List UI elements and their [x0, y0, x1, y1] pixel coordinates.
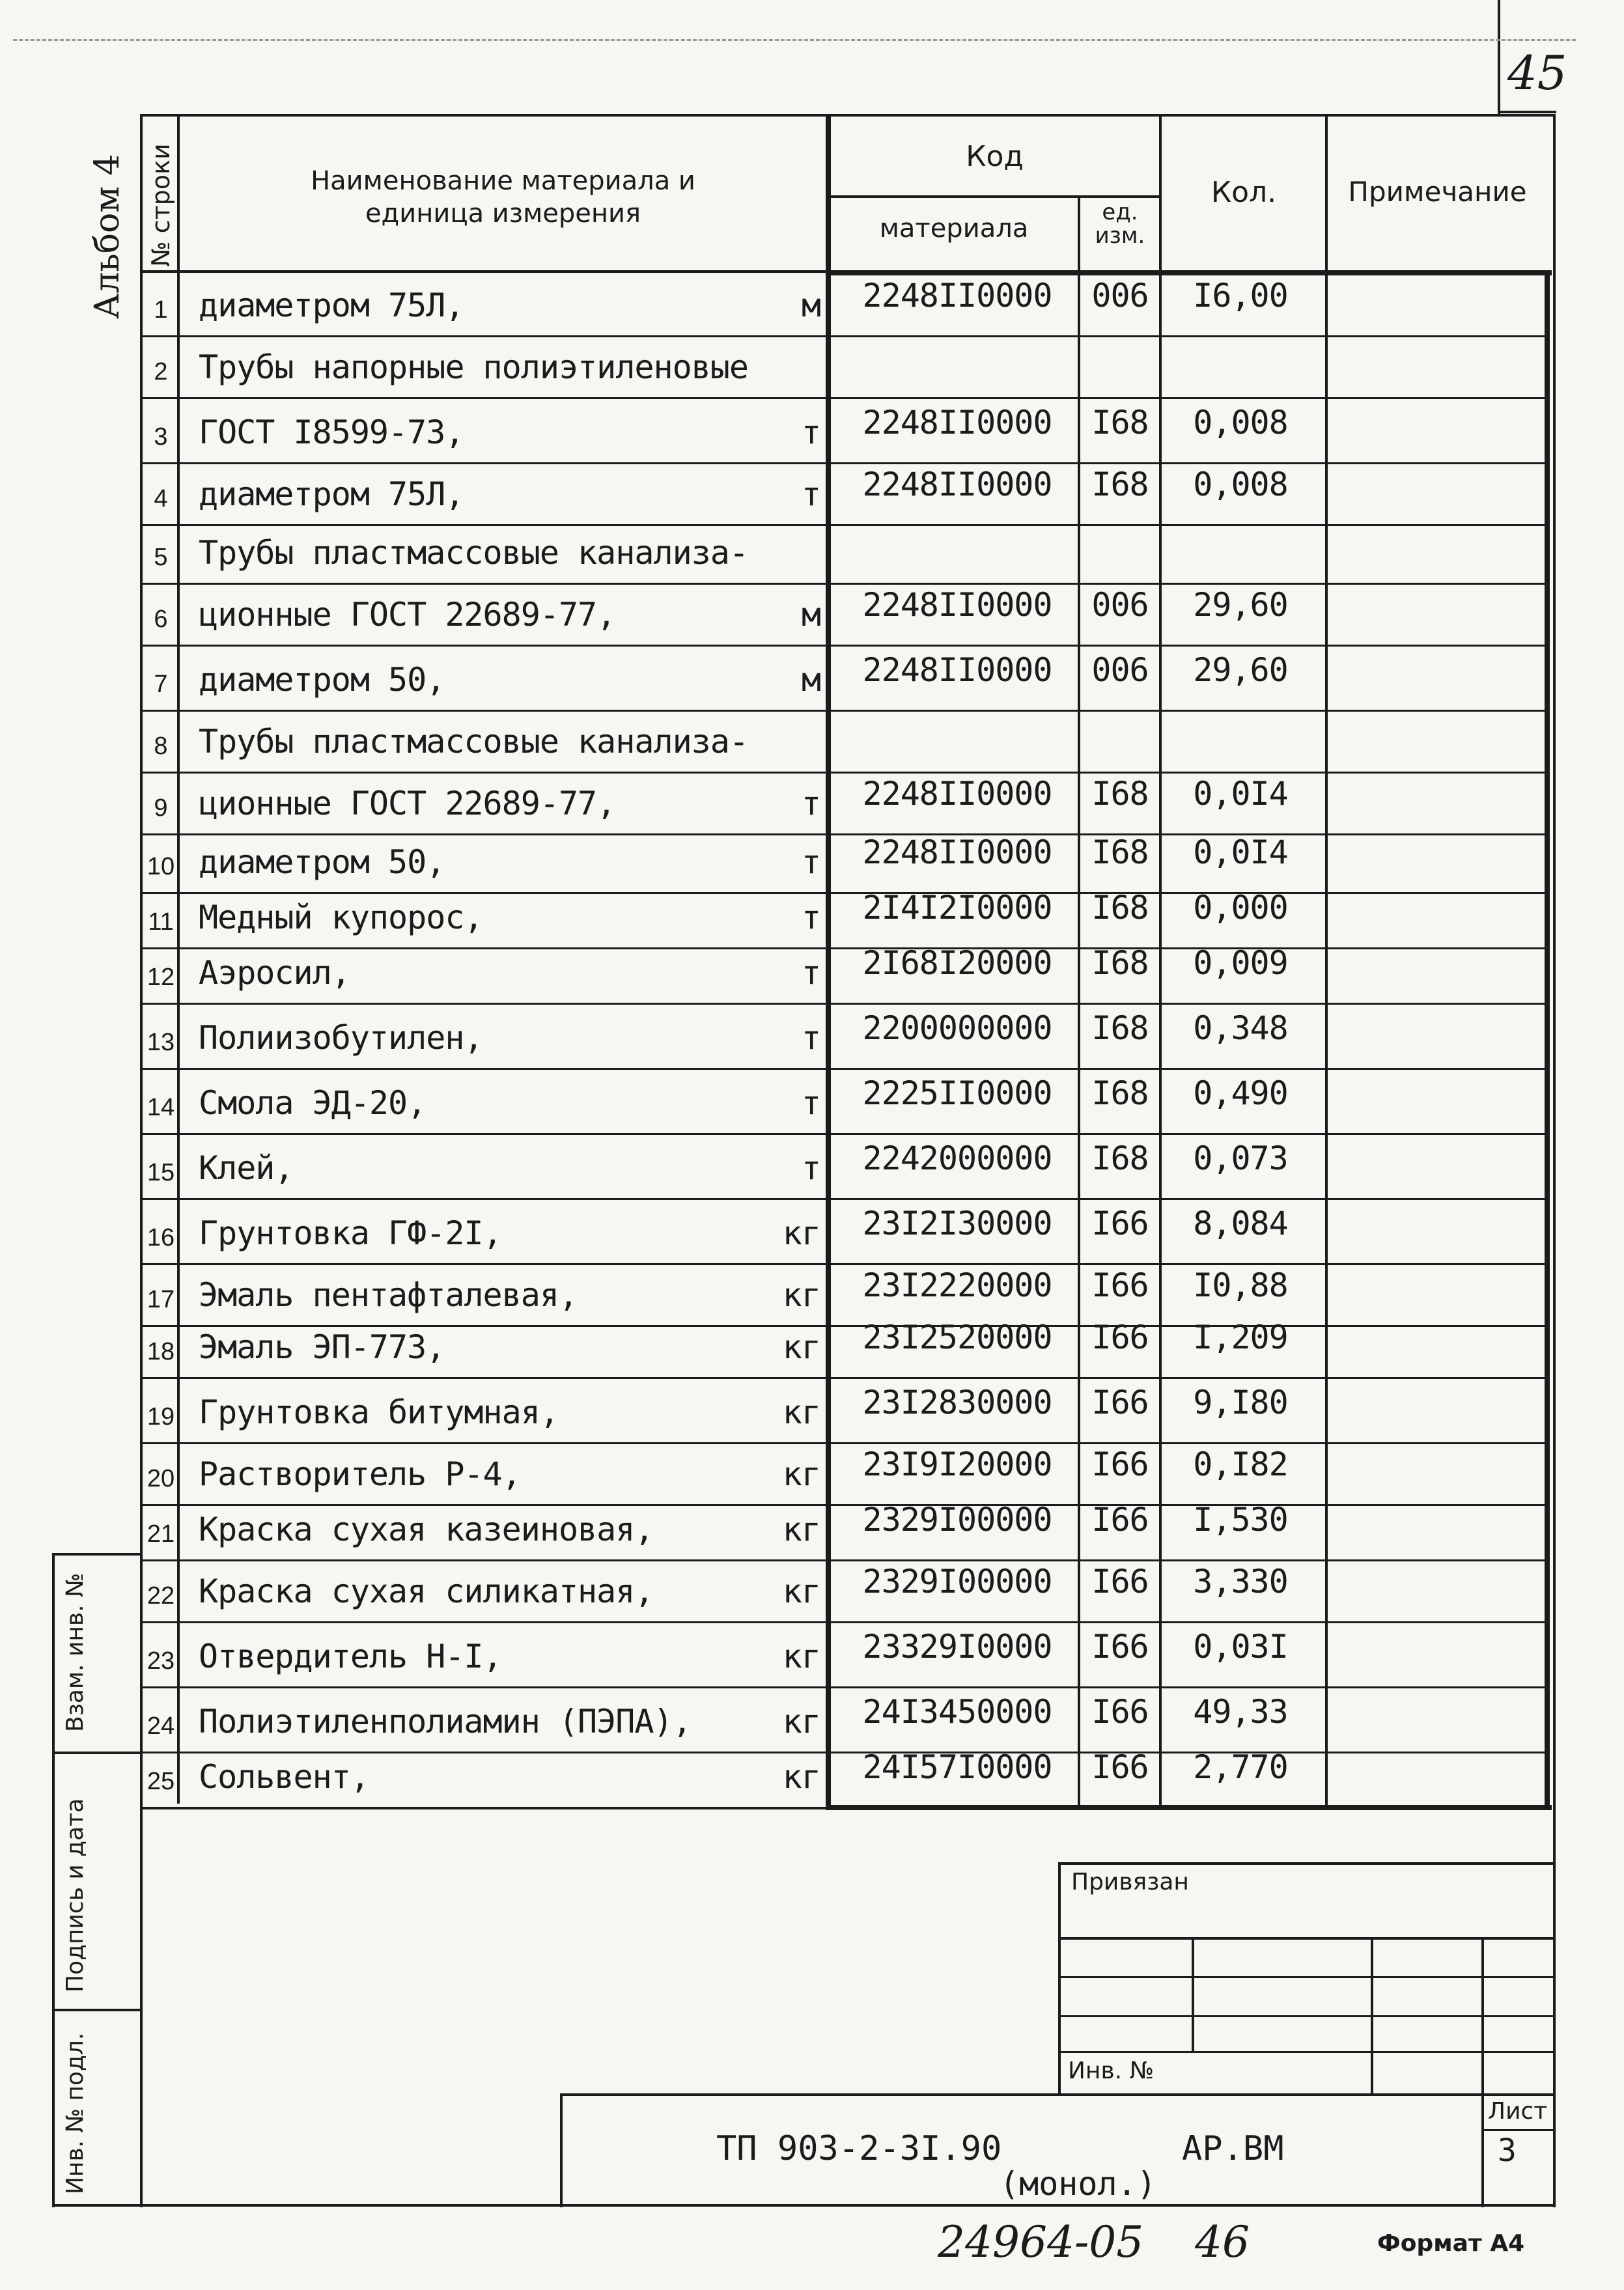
row-code: 2329I00000	[862, 1501, 1052, 1539]
page-number-box-bottom	[1498, 111, 1556, 113]
row-qty: 0,0I4	[1193, 833, 1288, 871]
row-qty: 0,I82	[1193, 1445, 1288, 1483]
privyazan-col2	[1371, 1937, 1373, 2093]
row-qty: I,209	[1193, 1319, 1288, 1356]
row-unit: кг	[782, 1214, 820, 1252]
row-number: 24	[147, 1712, 175, 1740]
row-number: 21	[147, 1520, 175, 1548]
row-code: 23I2I30000	[862, 1205, 1052, 1242]
row-code: 2248II0000	[862, 404, 1052, 441]
row-number: 3	[154, 423, 168, 451]
row-name: Трубы пластмассовые канализа-	[199, 534, 748, 572]
row-name: Отвердитель Н-I,	[199, 1638, 502, 1675]
row-unit: кг	[782, 1511, 820, 1548]
row-code: 2225II0000	[862, 1074, 1052, 1112]
row-name: Грунтовка битумная,	[199, 1393, 559, 1431]
header-code-material: материала	[879, 214, 1029, 244]
row-separator	[140, 1068, 1547, 1070]
doc-code: ТП 903-2-3I.90	[716, 2129, 1002, 2168]
row-ued: I68	[1091, 889, 1149, 927]
doc-suffix: АР.ВМ	[1182, 2129, 1284, 2168]
row-name: ционные ГОСТ 22689-77,	[199, 785, 616, 822]
row-number: 16	[147, 1224, 175, 1251]
archive-number: 24964-05	[938, 2217, 1144, 2267]
row-qty: I,530	[1193, 1501, 1288, 1539]
row-code: 2329I00000	[862, 1563, 1052, 1600]
row-unit: кг	[782, 1455, 820, 1493]
row-ued: I68	[1091, 944, 1149, 982]
privyazan-line1	[1058, 1937, 1553, 1940]
frame-left	[140, 114, 143, 2207]
row-number: 18	[147, 1338, 175, 1365]
row-qty: I0,88	[1193, 1266, 1288, 1304]
sheet-number: 3	[1498, 2132, 1517, 2169]
row-code: 2I4I2I0000	[862, 889, 1052, 927]
row-ued: I68	[1091, 1009, 1149, 1047]
row-ued: I68	[1091, 775, 1149, 813]
header-qty: Кол.	[1211, 176, 1277, 209]
row-qty: 29,60	[1193, 586, 1288, 624]
side-vzam-inv: Взам. инв. №	[62, 1572, 89, 1732]
col-rownum-line	[177, 114, 180, 1804]
row-number: 15	[147, 1159, 175, 1186]
privyazan-line2	[1058, 1976, 1553, 1978]
row-unit: кг	[782, 1393, 820, 1431]
row-code: 24I57I0000	[862, 1748, 1052, 1786]
row-qty: 0,490	[1193, 1074, 1288, 1112]
row-unit: т	[801, 843, 820, 881]
row-qty: 0,008	[1193, 404, 1288, 441]
doc-monol: (монол.)	[1000, 2165, 1156, 2203]
row-qty: 2,770	[1193, 1748, 1288, 1786]
privyazan-top	[1058, 1862, 1553, 1865]
side-stamp-div2	[52, 2009, 140, 2011]
row-name: Краска сухая силикатная,	[199, 1572, 654, 1610]
header-code: Код	[966, 140, 1024, 173]
row-qty: 0,008	[1193, 466, 1288, 503]
row-qty: 9,I80	[1193, 1384, 1288, 1421]
row-separator	[140, 1686, 1547, 1688]
side-stamp-left	[52, 1553, 55, 2207]
row-separator	[140, 1133, 1547, 1135]
row-separator	[140, 1559, 1547, 1561]
row-code: 2248II0000	[862, 833, 1052, 871]
header-name-line1: Наименование материала и	[311, 166, 695, 196]
row-unit: т	[801, 899, 820, 936]
frame-top	[140, 114, 1556, 117]
row-ued: I68	[1091, 1074, 1149, 1112]
privyazan-line4	[1058, 2051, 1553, 2053]
row-number: 5	[154, 544, 168, 571]
row-code: 2248II0000	[862, 466, 1052, 503]
row-separator	[140, 1377, 1547, 1379]
header-code-unit	[1081, 201, 1159, 247]
row-unit: кг	[782, 1638, 820, 1675]
sheet-label: Лист	[1488, 2098, 1548, 2125]
header-code-unit-line1: ед.	[1102, 199, 1138, 225]
col-note-line	[1325, 114, 1328, 1810]
top-edge-line	[13, 39, 1576, 41]
row-number: 11	[148, 908, 174, 936]
row-qty: 0,03I	[1193, 1628, 1288, 1666]
row-code: 23I2520000	[862, 1319, 1052, 1356]
row-unit: т	[801, 1149, 820, 1187]
row-name: Смола ЭД-20,	[199, 1084, 427, 1122]
row-code: 2248II0000	[862, 775, 1052, 813]
row-separator	[140, 524, 1547, 526]
row-name: диаметром 75Л,	[199, 475, 464, 513]
row-code: 23329I0000	[862, 1628, 1052, 1666]
row-number: 19	[147, 1403, 175, 1431]
row-ued: I68	[1091, 1139, 1149, 1177]
row-unit: кг	[782, 1276, 820, 1314]
page-number-box-left	[1498, 0, 1500, 114]
row-number: 20	[147, 1465, 175, 1492]
row-ued: I66	[1091, 1384, 1149, 1421]
row-code: 2248II0000	[862, 277, 1052, 314]
row-qty: 8,084	[1193, 1205, 1288, 1242]
row-unit: кг	[782, 1703, 820, 1740]
privyazan-col1	[1192, 1937, 1194, 2051]
row-unit: м	[801, 661, 820, 699]
row-separator	[140, 710, 1547, 712]
row-name: Сольвент,	[199, 1758, 369, 1796]
row-name: диаметром 50,	[199, 843, 445, 881]
row-code: 23I2830000	[862, 1384, 1052, 1421]
row-unit: кг	[782, 1328, 820, 1366]
row-number: 7	[154, 671, 168, 698]
table-bottom-thick	[826, 1805, 1552, 1810]
row-name: Аэросил,	[199, 954, 350, 992]
format-label: Формат А4	[1377, 2230, 1525, 2257]
row-number: 23	[147, 1647, 175, 1675]
titleblock-left	[560, 2093, 563, 2207]
row-number: 6	[154, 606, 168, 633]
row-name: ционные ГОСТ 22689-77,	[199, 596, 616, 634]
row-ued: I66	[1091, 1628, 1149, 1666]
row-unit: т	[801, 1019, 820, 1057]
row-separator	[140, 583, 1547, 585]
header-name-line2: единица измерения	[365, 199, 641, 229]
row-ued: I66	[1091, 1205, 1149, 1242]
row-name: Краска сухая казеиновая,	[199, 1511, 654, 1548]
row-qty: 0,000	[1193, 889, 1288, 927]
row-separator	[140, 397, 1547, 399]
side-inv-podl: Инв. № подл.	[62, 2032, 89, 2194]
row-separator	[140, 645, 1547, 647]
header-row-no: № строки	[147, 143, 175, 267]
row-code: 2200000000	[862, 1009, 1052, 1047]
row-name: диаметром 50,	[199, 661, 445, 699]
row-ued: I66	[1091, 1563, 1149, 1600]
row-qty: 0,348	[1193, 1009, 1288, 1047]
archive-page: 46	[1195, 2217, 1250, 2267]
row-unit: м	[801, 596, 820, 634]
row-unit: т	[801, 1084, 820, 1122]
row-qty: 49,33	[1193, 1693, 1288, 1731]
row-number: 1	[154, 296, 168, 324]
row-ued: 006	[1091, 586, 1149, 624]
row-name: диаметром 75Л,	[199, 286, 464, 324]
header-code-unit-line2: изм.	[1095, 223, 1145, 249]
row-name: ГОСТ I8599-73,	[199, 413, 464, 451]
frame-right	[1553, 114, 1556, 2207]
row-name: Полиизобутилен,	[199, 1019, 483, 1057]
row-number: 2	[154, 358, 168, 385]
row-ued: 006	[1091, 651, 1149, 689]
row-unit: кг	[782, 1572, 820, 1610]
page-number: 45	[1507, 46, 1567, 100]
row-name: Медный купорос,	[199, 899, 483, 936]
table-right-thick	[1545, 270, 1550, 1810]
row-qty: 29,60	[1193, 651, 1288, 689]
row-qty: 3,330	[1193, 1563, 1288, 1600]
row-separator	[140, 462, 1547, 464]
row-code: 23I9I20000	[862, 1445, 1052, 1483]
row-unit: т	[801, 475, 820, 513]
side-stamp-div1	[52, 1752, 140, 1754]
row-number: 4	[154, 485, 168, 512]
header-note: Примечание	[1348, 176, 1527, 208]
row-separator	[140, 1198, 1547, 1200]
row-number: 25	[147, 1768, 175, 1795]
row-separator	[140, 772, 1547, 774]
titleblock-sheet-line	[1481, 2129, 1553, 2131]
row-number: 17	[147, 1286, 175, 1313]
titleblock-top	[560, 2093, 1553, 2096]
row-ued: I66	[1091, 1445, 1149, 1483]
row-ued: I68	[1091, 466, 1149, 503]
row-ued: I66	[1091, 1693, 1149, 1731]
inv-no-label: Инв. №	[1068, 2058, 1155, 2084]
row-name: Эмаль ЭП-773,	[199, 1328, 445, 1366]
header-bottom-thick	[826, 270, 1552, 275]
row-ued: I66	[1091, 1319, 1149, 1356]
side-podpis-data: Подпись и дата	[62, 1798, 89, 1992]
row-number: 10	[147, 853, 175, 880]
row-unit: т	[801, 413, 820, 451]
col-code-line	[826, 114, 831, 1810]
frame-bottom	[52, 2204, 1556, 2207]
row-qty: 0,009	[1193, 944, 1288, 982]
row-separator	[140, 1621, 1547, 1623]
table-bottom	[140, 1807, 827, 1809]
row-code: 2248II0000	[862, 586, 1052, 624]
row-number: 9	[154, 794, 168, 822]
row-name: Клей,	[199, 1149, 294, 1187]
row-qty: 0,073	[1193, 1139, 1288, 1177]
row-number: 12	[147, 964, 175, 991]
row-qty: 0,0I4	[1193, 775, 1288, 813]
privyazan-label: Привязан	[1071, 1869, 1189, 1895]
row-unit: т	[801, 954, 820, 992]
row-number: 22	[147, 1582, 175, 1610]
row-ued: 006	[1091, 277, 1149, 314]
row-name: Трубы напорные полиэтиленовые	[199, 348, 748, 386]
row-code: 23I2220000	[862, 1266, 1052, 1304]
side-stamp-top	[52, 1553, 140, 1556]
row-name: Растворитель Р-4,	[199, 1455, 521, 1493]
row-separator	[140, 1263, 1547, 1265]
row-number: 13	[147, 1029, 175, 1056]
row-qty: I6,00	[1193, 277, 1288, 314]
row-code: 2I68I20000	[862, 944, 1052, 982]
album-label: Альбом 4	[88, 154, 127, 319]
row-code: 2248II0000	[862, 651, 1052, 689]
row-unit: м	[801, 286, 820, 324]
row-ued: I66	[1091, 1501, 1149, 1539]
row-name: Эмаль пентафталевая,	[199, 1276, 578, 1314]
row-name: Грунтовка ГФ-2I,	[199, 1214, 502, 1252]
row-code: 24I3450000	[862, 1693, 1052, 1731]
code-subheader-line	[826, 195, 1161, 198]
row-number: 8	[154, 733, 168, 760]
row-ued: I68	[1091, 404, 1149, 441]
row-ued: I68	[1091, 833, 1149, 871]
privyazan-col3	[1481, 1937, 1484, 2093]
row-separator	[140, 335, 1547, 337]
privyazan-line3	[1058, 2015, 1553, 2017]
titleblock-sheet-col	[1481, 2093, 1484, 2207]
row-name: Полиэтиленполиамин (ПЭПА),	[199, 1703, 692, 1740]
row-unit: т	[801, 785, 820, 822]
row-name: Трубы пластмассовые канализа-	[199, 723, 748, 761]
row-separator	[140, 1442, 1547, 1444]
row-ued: I66	[1091, 1748, 1149, 1786]
row-number: 14	[147, 1094, 175, 1121]
header-bottom	[140, 270, 827, 273]
row-ued: I66	[1091, 1266, 1149, 1304]
row-unit: кг	[782, 1758, 820, 1796]
row-separator	[140, 1003, 1547, 1005]
row-code: 2242000000	[862, 1139, 1052, 1177]
